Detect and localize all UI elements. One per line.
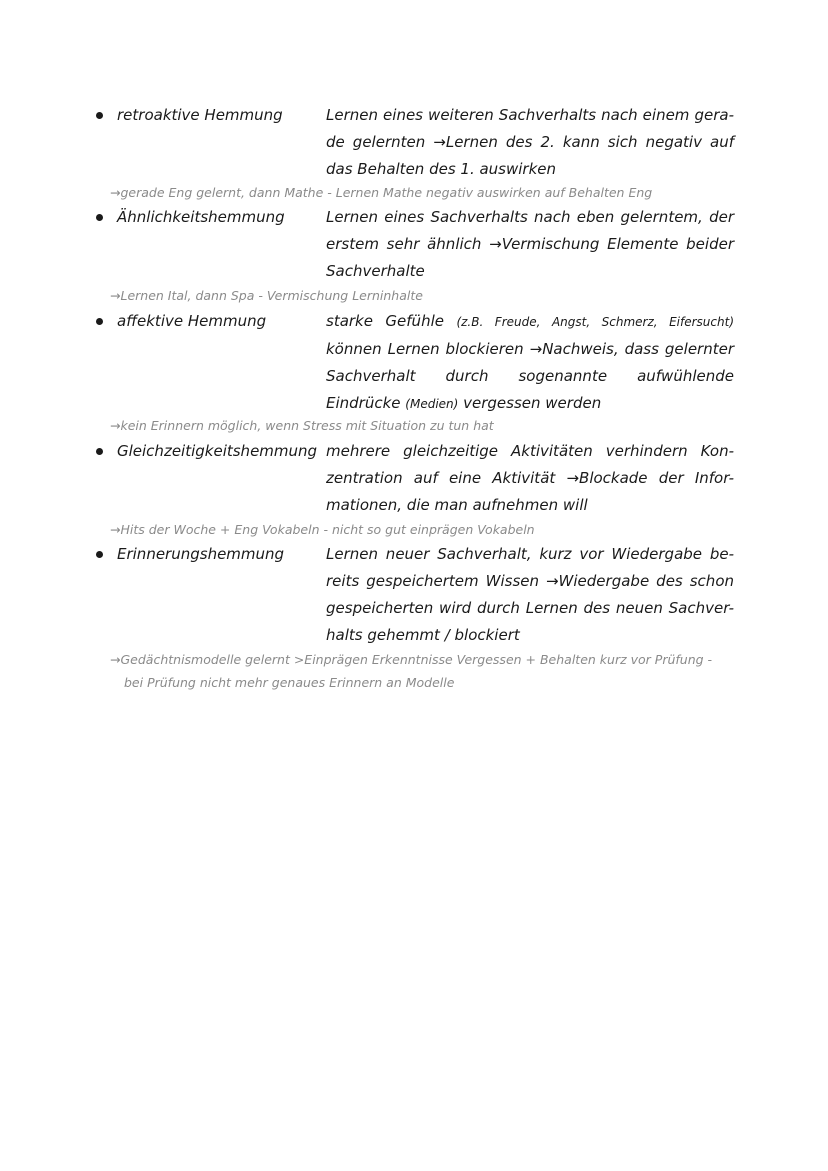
- definition-part: können Lernen blockieren →Nachweis, dass gelernter Sachverhalt durch sogenannte aufwühlende Eindrücke: [326, 340, 734, 412]
- bullet-icon: [96, 551, 103, 558]
- bullet-icon: [96, 214, 103, 221]
- definition-examples: (z.B. Freude, Angst, Schmerz, Eifersucht): [456, 315, 734, 329]
- definition-part: vergessen werden: [463, 394, 602, 412]
- definition: mehrere gleichzeitige Aktivitäten verhindern Kon-zentration auf eine Aktivität →Blockade der Infor-mationen, die man aufnehmen will: [326, 442, 734, 514]
- bullet-icon: [96, 112, 103, 119]
- definition: [326, 308, 734, 418]
- example-note: →gerade Eng gelernt, dann Mathe - Lernen Mathe negativ auswirken auf Behalten Eng: [110, 185, 653, 200]
- example-note-line: →Gedächtnismodelle gelernt >Einprägen Erkenntnisse Vergessen + Behalten kurz vor Prüfung -: [110, 652, 713, 667]
- definition: Lernen eines weiteren Sachverhalts nach einem gera-de gelernten →Lernen des 2. kann sich negativ auf das Behalten des 1. auswirken: [326, 106, 734, 178]
- term: affektive Hemmung: [117, 312, 267, 330]
- term: Gleichzeitigkeitshemmung: [117, 442, 318, 460]
- definition-examples: (Medien): [405, 397, 459, 411]
- term: Ähnlichkeitshemmung: [117, 208, 285, 226]
- bullet-icon: [96, 448, 103, 455]
- example-note: →kein Erinnern möglich, wenn Stress mit Situation zu tun hat: [110, 418, 494, 433]
- example-note-line: bei Prüfung nicht mehr genaues Erinnern an Modelle: [124, 675, 455, 690]
- term: retroaktive Hemmung: [117, 106, 283, 124]
- bullet-icon: [96, 318, 103, 325]
- example-note: →Lernen Ital, dann Spa - Vermischung Lerninhalte: [110, 288, 423, 303]
- term: Erinnerungshemmung: [117, 545, 285, 563]
- definition: Lernen neuer Sachverhalt, kurz vor Wiedergabe be-reits gespeichertem Wissen →Wiedergabe des schon gespeicherten wird durch Lernen des neuen Sachver-halts gehemmt / blockiert: [326, 545, 734, 644]
- definition: Lernen eines Sachverhalts nach eben gelerntem, der erstem sehr ähnlich →Vermischung Elemente beider Sachverhalte: [326, 208, 734, 280]
- example-note: [110, 648, 732, 694]
- definition-part: starke Gefühle: [326, 312, 444, 330]
- example-note: →Hits der Woche + Eng Vokabeln - nicht so gut einprägen Vokabeln: [110, 522, 535, 537]
